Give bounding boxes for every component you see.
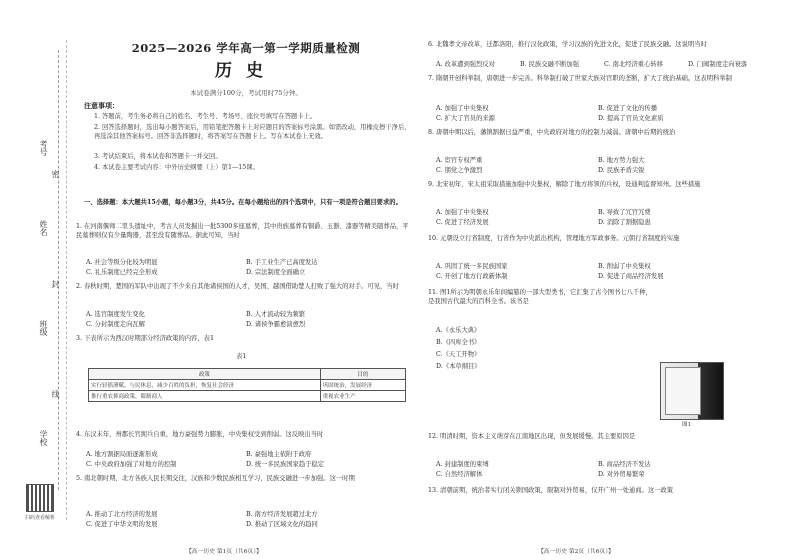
q7-option-d[interactable]: D. 提高了官员文化素质: [598, 115, 664, 122]
gutter-label-class: 班级: [39, 320, 48, 336]
policy-table: [88, 368, 406, 402]
question-2: 2. 春秋时期，楚国的军队中出现了不少来自其他诸侯国的人才，吴国、越国借助楚人打败了强大的对手。可见，当时: [76, 283, 399, 290]
question-5: 5. 南北朝时期，北方各族人民长期交往，汉族和少数民族相互学习，民族交融进一步加强。这一时期: [76, 475, 355, 482]
seal-line: [58, 50, 59, 490]
q10-option-d[interactable]: D. 促进了商品经济发展: [598, 273, 664, 280]
question-9: 9. 北宋初年，宋太祖采取措施加强中央集权，解除了地方将领的兵权，设通判监督知州。这些措施: [428, 181, 701, 188]
q6-option-b[interactable]: B. 民族交融不断加强: [520, 61, 580, 68]
table-cell: 重视农业生产: [320, 391, 405, 402]
notes-title: 注意事项：: [84, 101, 119, 110]
q1-option-a[interactable]: A. 社会等级分化较为明显: [86, 259, 158, 266]
table-cell: 推行重农抑商政策，限制商人: [89, 391, 321, 402]
q12-option-b[interactable]: B. 商品经济不发达: [598, 461, 651, 468]
note-item: 2. 回答选择题时，选出每小题答案后，用铅笔把答题卡上对应题目的答案标号涂黑。如需改动，用橡皮擦干净后，再选涂其他答案标号。回答非选择题时，将答案写在答题卡上。写在本试卷上无效。: [94, 124, 411, 140]
table-row: [89, 380, 406, 391]
qr-code[interactable]: [26, 484, 54, 512]
question-10: 10. 元朝设立行省制度，行省作为中央派出机构，管理地方军政事务。元朝行省制度的实施: [428, 235, 680, 242]
q11-option-a[interactable]: A.《永乐大典》: [436, 327, 481, 334]
q4-option-a[interactable]: A. 地方割据局面逐渐形成: [86, 451, 158, 458]
q1-option-c[interactable]: C. 礼乐制度已经完全形成: [86, 269, 158, 276]
table-row: [89, 391, 406, 402]
question-8: 8. 唐朝中期以后，藩镇割据日益严重，中央政府对地方的控制力减弱。唐朝中后期的统治: [428, 129, 676, 136]
q12-option-a[interactable]: A. 封建制度的束缚: [436, 461, 489, 468]
q9-option-c[interactable]: C. 促进了经济发展: [436, 219, 489, 226]
q2-option-d[interactable]: D. 诸侯争霸愈演愈烈: [246, 321, 306, 328]
q8-option-a[interactable]: A. 宦官专权严重: [436, 157, 483, 164]
note-item: 1. 答题前，考生务必将自己的姓名、考生号、考场号、座位号填写在答题卡上。: [94, 113, 317, 120]
subject-title: 历史: [215, 61, 277, 81]
q6-option-d[interactable]: D. 门阀制度走向衰落: [688, 61, 748, 68]
question-4: 4. 东汉末年，州郡长官拥兵自重，地方豪强势力膨胀，中央集权受到削弱。这反映出当时: [76, 431, 324, 438]
q1-option-d[interactable]: D. 宗法制度全面确立: [246, 269, 306, 276]
seal-char-mi: 密: [51, 170, 60, 178]
section-1-title: 一、选择题：本大题共15小题，每小题3分，共45分。在每小题给出的四个选项中，只有一项是符合题目要求的。: [84, 199, 402, 206]
question-6: 6. 北魏孝文帝改革，迁都洛阳，推行汉化政策，学习汉族的先进文化，促进了民族交融。这说明当时: [428, 41, 707, 48]
q8-option-b[interactable]: B. 地方势力强大: [598, 157, 645, 164]
page-footer-1: 【高一历史 第1页（共6页）】: [186, 549, 262, 555]
q8-option-c[interactable]: C. 朋党之争激烈: [436, 167, 483, 174]
q12-option-d[interactable]: D. 对外贸易繁荣: [598, 471, 645, 478]
q7-option-b[interactable]: B. 促进了文化的传播: [598, 105, 658, 112]
q5-option-d[interactable]: D. 推动了区域文化的趋同: [246, 521, 318, 528]
q10-option-a[interactable]: A. 巩固了统一多民族国家: [436, 263, 508, 270]
seal-char-xian: 线: [51, 390, 60, 398]
q5-option-a[interactable]: A. 推动了北方经济的发展: [86, 511, 158, 518]
table-header-row: [89, 369, 406, 380]
exam-meta: 本试卷满分100分，考试用时75分钟。: [190, 89, 302, 97]
q8-option-d[interactable]: D. 民族矛盾尖锐: [598, 167, 645, 174]
question-3: 3. 下表所示为西汉时期部分经济政策的内容，表1: [76, 335, 214, 342]
question-11: 11. 图1所示为明朝永乐年间编纂的一部大型类书，它汇集了古今图书七八千种，是我国古代最大的百科全书。该书是: [428, 289, 652, 306]
q2-option-b[interactable]: B. 人才流动较为频繁: [246, 311, 306, 318]
seal-line-inner: [66, 40, 67, 520]
qr-caption: 扫码查看解析: [24, 515, 55, 521]
q11-option-d[interactable]: D.《本草纲目》: [436, 363, 481, 370]
q7-option-a[interactable]: A. 加强了中央集权: [436, 105, 489, 112]
gutter-label-name: 姓名: [39, 220, 48, 236]
q2-option-c[interactable]: C. 分封制度走向瓦解: [86, 321, 145, 328]
q10-option-c[interactable]: C. 开创了地方行政新体制: [436, 273, 508, 280]
question-7: 7. 隋朝开创科举制，唐朝进一步完善。科举制打破了世家大族对官职的垄断，扩大了统治基础。这表明科举制: [428, 75, 732, 82]
note-item: 4. 本试卷主要考试内容：中外历史纲要（上）第1—15课。: [94, 164, 259, 171]
q6-option-a[interactable]: A. 改革遭到强烈反对: [436, 61, 495, 68]
question-1: 1. 在河南偃师二里头遗址中，考古人员发掘出一批5300多座墓葬，其中贵族墓葬有铜爵、玉器、漆器等精美随葬品，平民墓葬则仅有少量陶器，甚至没有随葬品。据此可知，当时: [76, 223, 409, 240]
q11-option-c[interactable]: C.《天工开物》: [436, 351, 481, 358]
table-cell: 实行轻徭薄赋，与民休息，减少百姓的负担，恢复社会经济: [89, 380, 321, 391]
table-header: 政策: [89, 369, 321, 380]
table-caption: 表1: [236, 353, 247, 360]
q7-option-c[interactable]: C. 扩大了官员的来源: [436, 115, 495, 122]
page-footer-2: 【高一历史 第2页（共6页）】: [538, 549, 614, 555]
q4-option-d[interactable]: D. 统一多民族国家趋于稳定: [246, 461, 325, 468]
question-13: 13. 清朝前期，统治者实行闭关锁国政策，限制对外贸易，仅开广州一处通商。这一政策: [428, 487, 674, 494]
q4-option-b[interactable]: B. 豪强地主依附于政府: [246, 451, 312, 458]
q12-option-c[interactable]: C. 自然经济解体: [436, 471, 483, 478]
q9-option-b[interactable]: B. 导致了冗官冗费: [598, 209, 651, 216]
q5-option-b[interactable]: B. 南方经济发展超过北方: [246, 511, 318, 518]
gutter-label-school: 学校: [39, 430, 48, 446]
figure-1-image: [660, 362, 724, 420]
q10-option-b[interactable]: B. 削弱了中央集权: [598, 263, 651, 270]
q11-option-b[interactable]: B.《四库全书》: [436, 339, 481, 346]
figure-1-caption: 图1: [682, 422, 691, 428]
note-item: 3. 考试结束后，将本试卷和答题卡一并交回。: [94, 153, 222, 160]
q6-option-c[interactable]: C. 南北经济重心转移: [604, 61, 663, 68]
table-header: 目的: [320, 369, 405, 380]
exam-title: 2025—2026 学年高一第一学期质量检测: [131, 41, 361, 55]
book-cover: [665, 367, 701, 415]
q4-option-c[interactable]: C. 中央政府加强了对地方的控制: [86, 461, 177, 468]
q1-option-b[interactable]: B. 手工业生产已高度发达: [246, 259, 318, 266]
q9-option-a[interactable]: A. 加强了中央集权: [436, 209, 489, 216]
question-12: 12. 明清时期，资本主义萌芽在江南地区出现，但发展缓慢。其主要原因是: [428, 433, 636, 440]
table-cell: 巩固统治，发展经济: [320, 380, 405, 391]
q5-option-c[interactable]: C. 促进了中华文明的发展: [86, 521, 158, 528]
q9-option-d[interactable]: D. 消除了割据隐患: [598, 219, 651, 226]
q2-option-a[interactable]: A. 选官制度发生变化: [86, 311, 145, 318]
seal-char-feng: 封: [51, 280, 60, 288]
gutter-label-exam-no: 考号: [39, 140, 48, 156]
